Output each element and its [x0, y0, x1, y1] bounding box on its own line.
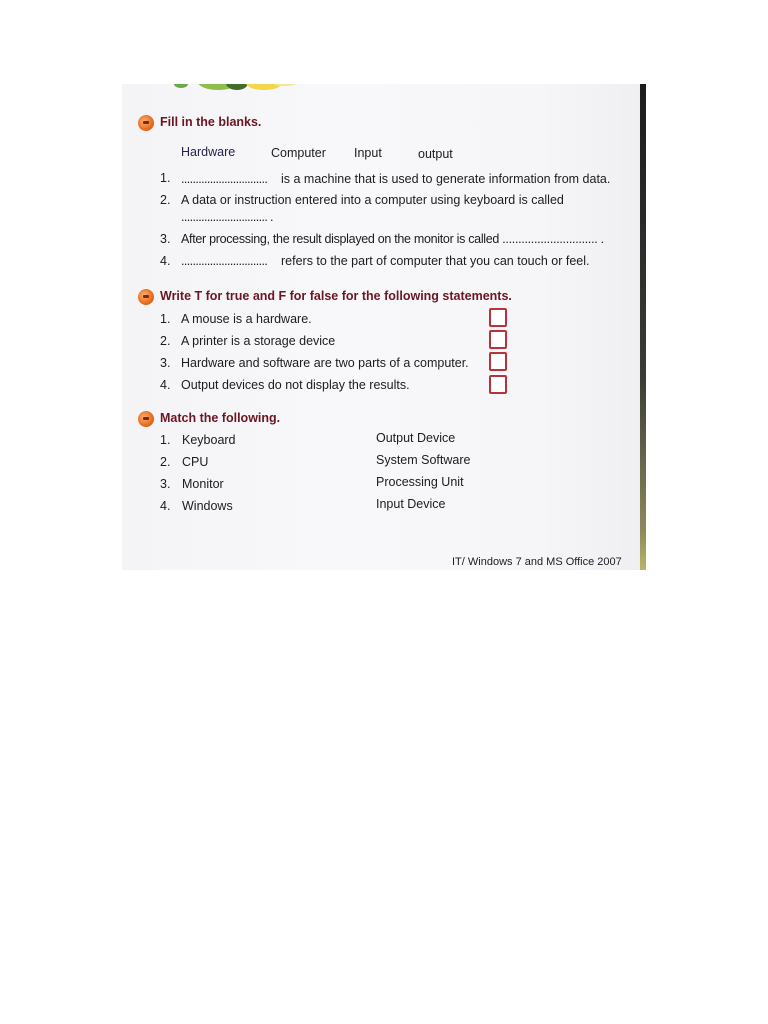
item-number: 1.: [160, 171, 171, 185]
question-text: After processing, the result displayed on the monitor is called .............................. .: [181, 232, 604, 246]
match-heading: Match the following.: [160, 411, 281, 425]
section-1-bullet: [138, 115, 154, 131]
word-bank-word: Hardware: [181, 145, 236, 159]
item-number: 3.: [160, 477, 171, 491]
question-text: is a machine that is used to generate information from data.: [281, 172, 611, 186]
statement-text: A printer is a storage device: [181, 334, 336, 348]
page-footer: IT/ Windows 7 and MS Office 2007: [452, 556, 622, 568]
match-left-item: Windows: [182, 499, 233, 513]
item-number: 3.: [160, 356, 171, 370]
book-spine-shadow: [640, 84, 646, 570]
item-number: 3.: [160, 232, 171, 246]
fill-blanks-heading: Fill in the blanks.: [160, 115, 262, 129]
item-number: 1.: [160, 312, 171, 326]
statement-text: Output devices do not display the results.: [181, 378, 410, 392]
statement-text: Hardware and software are two parts of a computer.: [181, 356, 469, 370]
statement-text: A mouse is a hardware.: [181, 312, 312, 326]
section-3-bullet: [138, 411, 154, 427]
item-number: 2.: [160, 455, 171, 469]
match-left-item: CPU: [182, 455, 209, 469]
answer-checkbox[interactable]: [489, 375, 507, 394]
answer-checkbox[interactable]: [489, 308, 507, 327]
word-bank-word: output: [418, 147, 453, 161]
item-number: 1.: [160, 433, 171, 447]
match-right-item: Processing Unit: [376, 475, 464, 489]
match-right-item: Input Device: [376, 497, 446, 511]
answer-checkbox[interactable]: [489, 352, 507, 371]
word-bank-word: Input: [354, 146, 382, 160]
blank-line: ..............................: [181, 254, 268, 268]
match-right-item: System Software: [376, 453, 471, 467]
word-bank-word: Computer: [271, 146, 326, 160]
question-text: refers to the part of computer that you can touch or feel.: [281, 254, 590, 268]
match-left-item: Keyboard: [182, 433, 236, 447]
item-number: 2.: [160, 334, 171, 348]
decorative-leaf-small: [174, 84, 188, 88]
decorative-leaf-dark: [226, 84, 248, 90]
item-number: 4.: [160, 378, 171, 392]
item-number: 4.: [160, 499, 171, 513]
blank-line: .............................. .: [181, 210, 273, 224]
item-number: 4.: [160, 254, 171, 268]
answer-checkbox[interactable]: [489, 330, 507, 349]
section-2-bullet: [138, 289, 154, 305]
true-false-heading: Write T for true and F for false for the following statements.: [160, 289, 512, 303]
question-text: A data or instruction entered into a computer using keyboard is called: [181, 193, 564, 207]
match-left-item: Monitor: [182, 477, 224, 491]
match-right-item: Output Device: [376, 431, 456, 445]
item-number: 2.: [160, 193, 171, 207]
blank-line: ..............................: [181, 172, 268, 186]
